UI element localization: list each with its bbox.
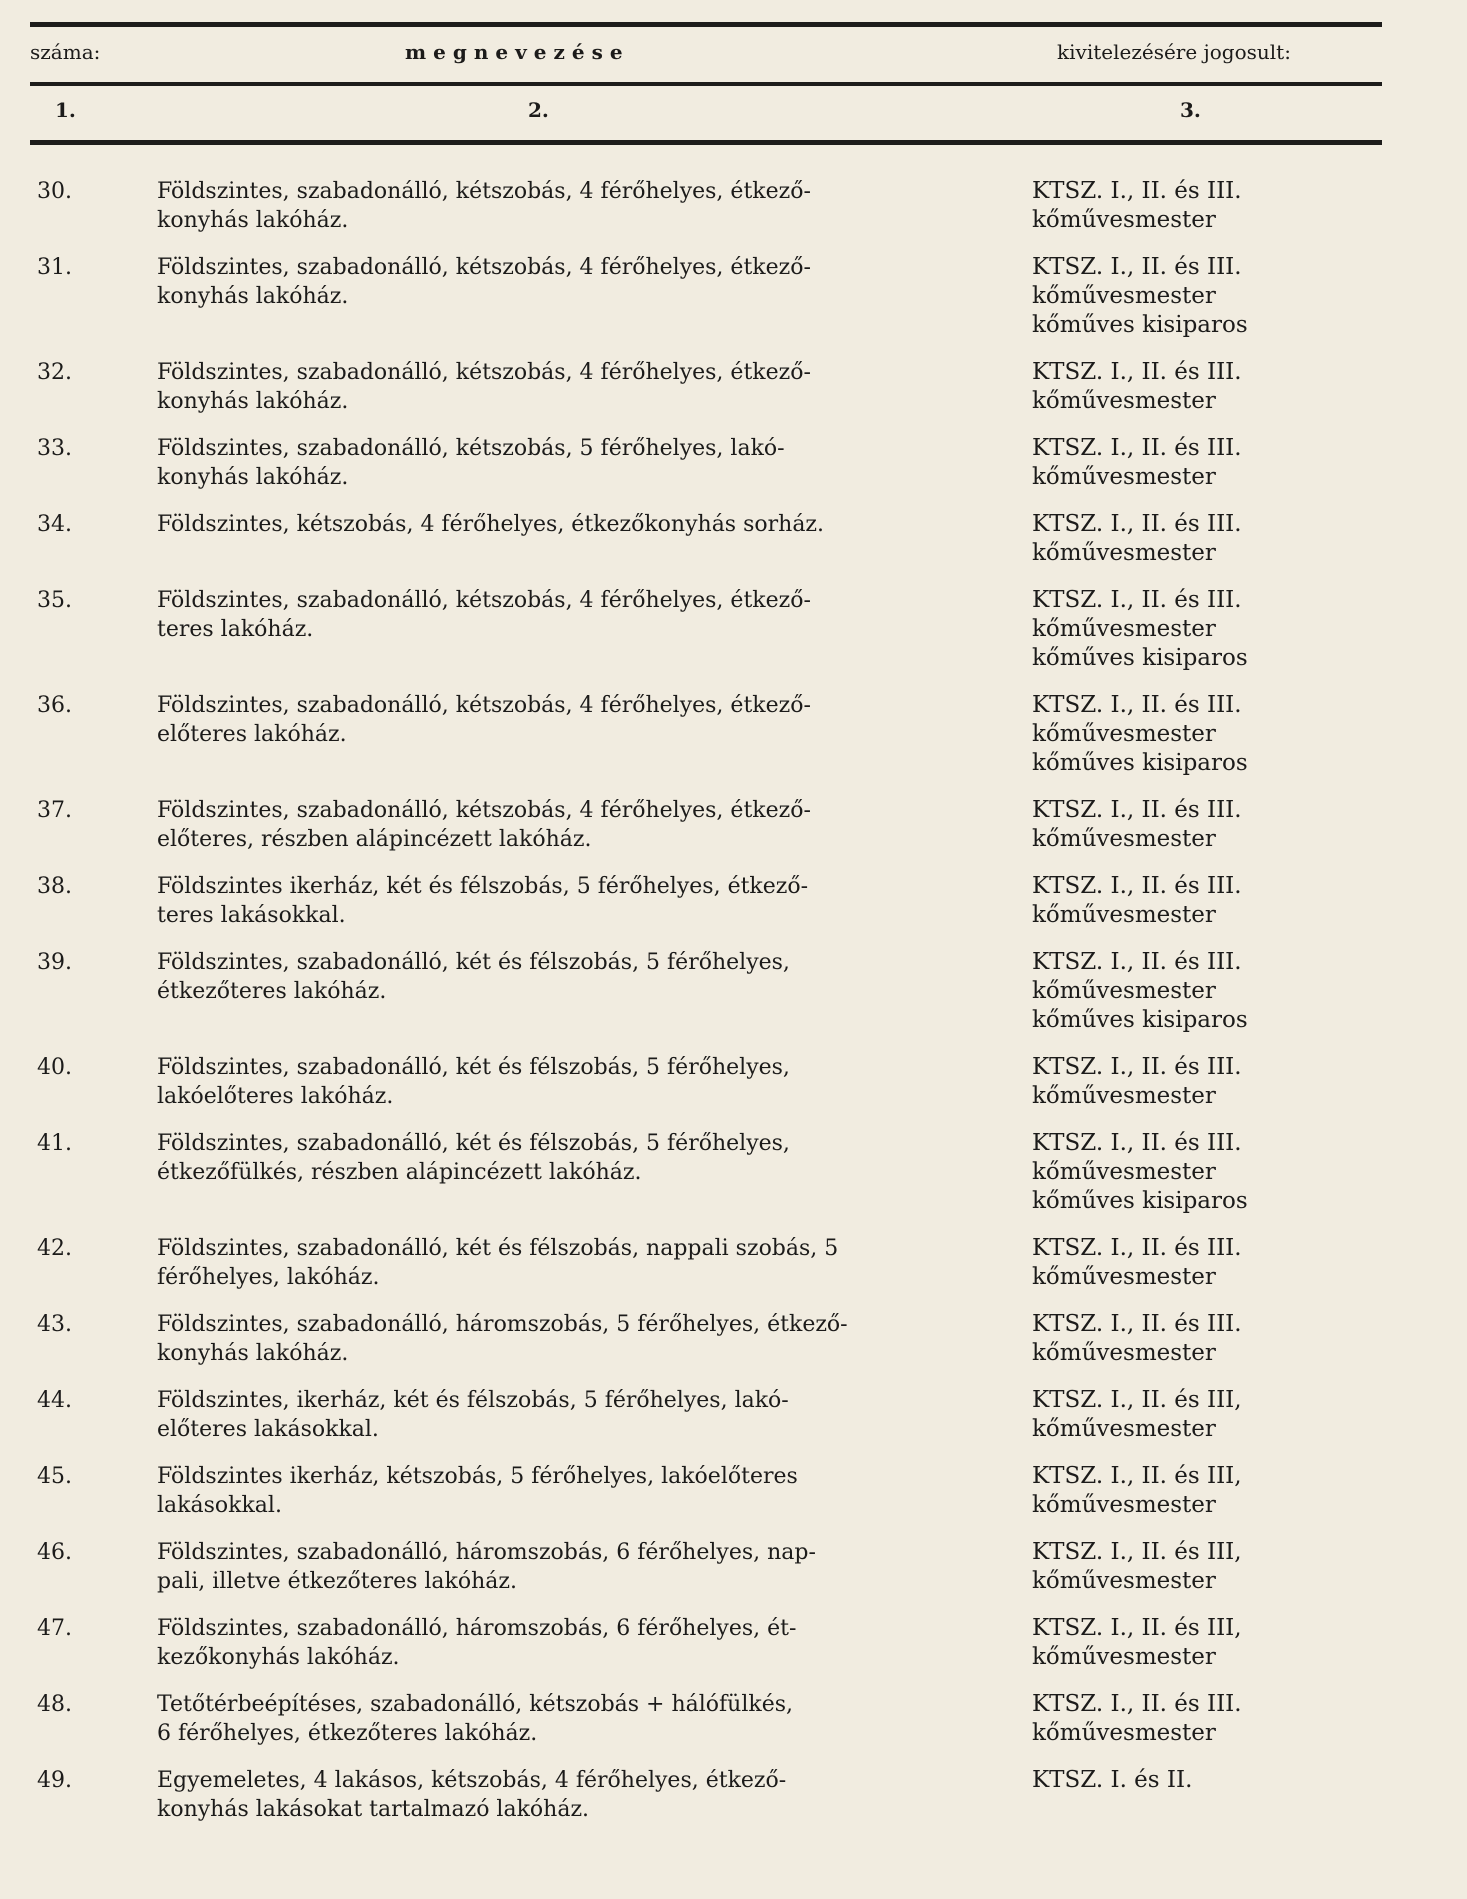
row-number: 36. bbox=[37, 693, 72, 718]
row-description: Földszintes, szabadonálló, két és félszobás, 5 férőhelyes, lakóelőteres lakóház. bbox=[157, 1055, 790, 1109]
row-number: 35. bbox=[37, 588, 72, 613]
table-row bbox=[0, 253, 1467, 358]
row-description: Földszintes, szabadonálló, háromszobás, 6 férőhelyes, nap- pali, illetve étkezőteres lakóház. bbox=[157, 1540, 816, 1594]
row-authorized: KTSZ. I., II. és III. kőművesmester kőműves kisiparos bbox=[1032, 949, 1248, 1033]
table-row bbox=[0, 1614, 1467, 1690]
table-row bbox=[0, 177, 1467, 253]
row-authorized: KTSZ. I., II. és III. kőművesmester bbox=[1032, 1691, 1242, 1746]
table-row bbox=[0, 1129, 1467, 1234]
row-description: Földszintes, szabadonálló, háromszobás, 6 férőhelyes, ét- kezőkonyhás lakóház. bbox=[157, 1616, 797, 1670]
row-authorized: KTSZ. I., II. és III. kőművesmester kőműves kisiparos bbox=[1032, 587, 1248, 671]
table-row bbox=[0, 510, 1467, 586]
header-bottom-rule bbox=[30, 140, 1382, 145]
row-description: Földszintes ikerház, kétszobás, 5 férőhelyes, lakóelőteres lakásokkal. bbox=[157, 1464, 798, 1518]
row-description: Földszintes, szabadonálló, kétszobás, 4 férőhelyes, étkező- konyhás lakóház. bbox=[157, 255, 811, 309]
row-number: 37. bbox=[37, 798, 72, 823]
table-row bbox=[0, 1386, 1467, 1462]
row-description: Földszintes, szabadonálló, kétszobás, 4 férőhelyes, étkező- konyhás lakóház. bbox=[157, 179, 811, 233]
row-description: Földszintes, szabadonálló, kétszobás, 4 férőhelyes, étkező- előteres, részben alápincézett lakóház. bbox=[157, 798, 811, 852]
row-number: 31. bbox=[37, 255, 72, 280]
table-row bbox=[0, 691, 1467, 796]
row-number: 40. bbox=[37, 1055, 72, 1080]
row-number: 45. bbox=[37, 1464, 72, 1489]
column-index-1: 1. bbox=[55, 98, 76, 122]
row-number: 30. bbox=[37, 179, 72, 204]
row-number: 43. bbox=[37, 1312, 72, 1337]
row-authorized: KTSZ. I., II. és III. kőművesmester kőműves kisiparos bbox=[1032, 254, 1248, 338]
table-row bbox=[0, 1462, 1467, 1538]
row-authorized: KTSZ. I., II. és III. kőművesmester kőműves kisiparos bbox=[1032, 692, 1248, 776]
row-number: 47. bbox=[37, 1616, 72, 1641]
column-header-name: megnevezése bbox=[405, 40, 630, 64]
row-authorized: KTSZ. I., II. és III, kőművesmester bbox=[1032, 1615, 1242, 1670]
row-description: Földszintes, szabadonálló, két és félszobás, nappali szobás, 5 férőhelyes, lakóház. bbox=[157, 1236, 839, 1290]
row-authorized: KTSZ. I., II. és III. kőművesmester bbox=[1032, 1054, 1242, 1109]
table-row bbox=[0, 586, 1467, 691]
row-authorized: KTSZ. I., II. és III, kőművesmester bbox=[1032, 1387, 1242, 1442]
table-row bbox=[0, 1766, 1467, 1842]
row-authorized: KTSZ. I., II. és III, kőművesmester bbox=[1032, 1539, 1242, 1594]
row-description: Egyemeletes, 4 lakásos, kétszobás, 4 férőhelyes, étkező- konyhás lakásokat tartalmazó lakóház. bbox=[157, 1768, 787, 1822]
table-row bbox=[0, 872, 1467, 948]
column-header-authorized: kivitelezésére jogosult: bbox=[1057, 40, 1291, 64]
row-description: Földszintes, szabadonálló, háromszobás, 5 férőhelyes, étkező- konyhás lakóház. bbox=[157, 1312, 848, 1366]
row-number: 49. bbox=[37, 1768, 72, 1793]
row-authorized: KTSZ. I., II. és III. kőművesmester bbox=[1032, 359, 1242, 414]
table-row bbox=[0, 1234, 1467, 1310]
row-authorized: KTSZ. I. és II. bbox=[1032, 1767, 1193, 1793]
row-description: Földszintes, szabadonálló, kétszobás, 4 férőhelyes, étkező- előteres lakóház. bbox=[157, 693, 811, 747]
row-description: Tetőtérbeépítéses, szabadonálló, kétszobás + hálófülkés, 6 férőhelyes, étkezőteres lakóház. bbox=[157, 1692, 794, 1746]
table-row bbox=[0, 1310, 1467, 1386]
row-description: Földszintes, kétszobás, 4 férőhelyes, étkezőkonyhás sorház. bbox=[157, 512, 825, 537]
top-rule bbox=[30, 22, 1382, 27]
table-row bbox=[0, 796, 1467, 872]
row-number: 34. bbox=[37, 512, 72, 537]
row-authorized: KTSZ. I., II. és III. kőművesmester bbox=[1032, 511, 1242, 566]
row-authorized: KTSZ. I., II. és III. kőművesmester bbox=[1032, 435, 1242, 490]
row-number: 48. bbox=[37, 1692, 72, 1717]
row-number: 42. bbox=[37, 1236, 72, 1261]
column-index-3: 3. bbox=[1180, 98, 1201, 122]
table-row bbox=[0, 1690, 1467, 1766]
row-number: 38. bbox=[37, 874, 72, 899]
row-number: 32. bbox=[37, 360, 72, 385]
row-authorized: KTSZ. I., II. és III. kőművesmester bbox=[1032, 1235, 1242, 1290]
row-description: Földszintes ikerház, két és félszobás, 5 férőhelyes, étkező- teres lakásokkal. bbox=[157, 874, 809, 928]
column-index-2: 2. bbox=[528, 98, 549, 122]
row-number: 41. bbox=[37, 1131, 72, 1156]
header-divider bbox=[30, 82, 1382, 86]
table-row bbox=[0, 1053, 1467, 1129]
column-header-number: száma: bbox=[30, 40, 101, 64]
row-authorized: KTSZ. I., II. és III. kőművesmester bbox=[1032, 178, 1242, 233]
row-authorized: KTSZ. I., II. és III. kőművesmester bbox=[1032, 797, 1242, 852]
row-authorized: KTSZ. I., II. és III. kőművesmester bbox=[1032, 873, 1242, 928]
table-row bbox=[0, 434, 1467, 510]
row-number: 39. bbox=[37, 950, 72, 975]
table-row bbox=[0, 1538, 1467, 1614]
row-description: Földszintes, szabadonálló, kétszobás, 4 férőhelyes, étkező- konyhás lakóház. bbox=[157, 360, 811, 414]
row-authorized: KTSZ. I., II. és III. kőművesmester bbox=[1032, 1311, 1242, 1366]
table-row bbox=[0, 358, 1467, 434]
row-authorized: KTSZ. I., II. és III. kőművesmester kőműves kisiparos bbox=[1032, 1130, 1248, 1214]
row-number: 33. bbox=[37, 436, 72, 461]
row-description: Földszintes, szabadonálló, két és félszobás, 5 férőhelyes, étkezőfülkés, részben alápincézett lakóház. bbox=[157, 1131, 790, 1185]
row-description: Földszintes, ikerház, két és félszobás, 5 férőhelyes, lakó- előteres lakásokkal. bbox=[157, 1388, 789, 1442]
table-body bbox=[0, 177, 1467, 1842]
row-description: Földszintes, szabadonálló, két és félszobás, 5 férőhelyes, étkezőteres lakóház. bbox=[157, 950, 790, 1004]
row-number: 46. bbox=[37, 1540, 72, 1565]
row-number: 44. bbox=[37, 1388, 72, 1413]
row-authorized: KTSZ. I., II. és III, kőművesmester bbox=[1032, 1463, 1242, 1518]
row-description: Földszintes, szabadonálló, kétszobás, 4 férőhelyes, étkező- teres lakóház. bbox=[157, 588, 811, 642]
row-description: Földszintes, szabadonálló, kétszobás, 5 férőhelyes, lakó- konyhás lakóház. bbox=[157, 436, 785, 490]
table-row bbox=[0, 948, 1467, 1053]
